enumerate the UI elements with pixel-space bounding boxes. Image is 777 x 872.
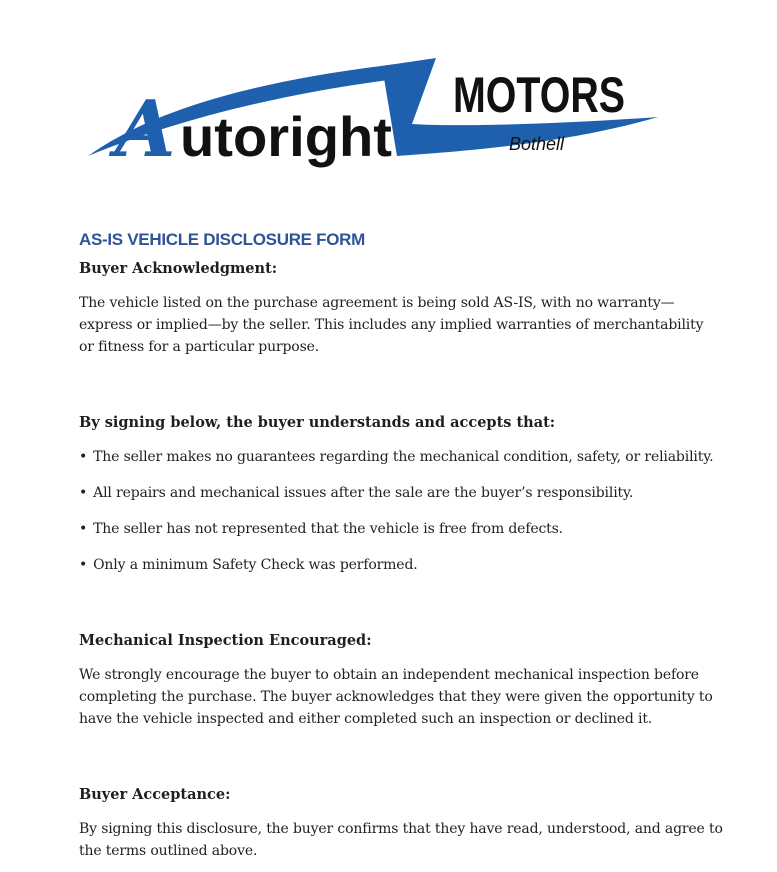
- paragraph-line: the terms outlined above.: [79, 843, 258, 859]
- bullet-item: [79, 446, 719, 468]
- section-heading-buyer-acceptance: Buyer Acceptance:: [79, 786, 231, 803]
- section-heading-by-signing-below: By signing below, the buyer understands and accepts that:: [79, 414, 556, 431]
- paragraph-line: express or implied—by the seller. This includes any implied warranties of merchantability: [79, 317, 704, 333]
- paragraph-line: The vehicle listed on the purchase agreement is being sold AS-IS, with no warranty—: [79, 295, 675, 311]
- section-heading-mechanical-inspection: Mechanical Inspection Encouraged:: [79, 632, 372, 649]
- autoright-motors-logo: [85, 56, 665, 168]
- paragraph-line: have the vehicle inspected and either completed such an inspection or declined it.: [79, 711, 653, 727]
- logo-brand-name-rest: utoright: [180, 105, 392, 168]
- bullet-text: Only a minimum Safety Check was performed.: [93, 557, 418, 573]
- bullet-marker: •: [79, 485, 88, 501]
- paragraph-line: By signing this disclosure, the buyer confirms that they have read, understood, and agree to: [79, 821, 723, 837]
- paragraph-line: or fitness for a particular purpose.: [79, 339, 320, 355]
- section-gap: [79, 590, 719, 630]
- logo-motors-word: MOTORS: [453, 67, 625, 123]
- document-body: [79, 228, 723, 872]
- logo-location-tagline: Bothell: [509, 134, 565, 154]
- document-title: AS-IS VEHICLE DISCLOSURE FORM: [79, 230, 365, 249]
- bullet-item: [79, 482, 719, 504]
- bullet-marker: •: [79, 521, 88, 537]
- section-gap: [79, 744, 719, 784]
- bullet-text: The seller has not represented that the vehicle is free from defects.: [93, 521, 563, 537]
- paragraph-line: We strongly encourage the buyer to obtain an independent mechanical inspection before: [79, 667, 699, 683]
- section-gap: [79, 372, 719, 412]
- bullet-item: [79, 554, 719, 576]
- bullet-marker: •: [79, 449, 88, 465]
- paragraph-line: completing the purchase. The buyer acknowledges that they were given the opportunity to: [79, 689, 713, 705]
- paragraph-buyer-acknowledgment: [79, 292, 719, 358]
- paragraph-mechanical-inspection: [79, 664, 719, 730]
- bullet-item: [79, 518, 719, 540]
- bullet-text: All repairs and mechanical issues after the sale are the buyer’s responsibility.: [93, 485, 634, 501]
- bullet-text: The seller makes no guarantees regarding the mechanical condition, safety, or reliability.: [93, 449, 714, 465]
- bullet-marker: •: [79, 557, 88, 573]
- paragraph-buyer-acceptance: [79, 818, 723, 862]
- logo-letter-a: A: [115, 84, 176, 168]
- section-heading-buyer-acknowledgment: Buyer Acknowledgment:: [79, 260, 278, 277]
